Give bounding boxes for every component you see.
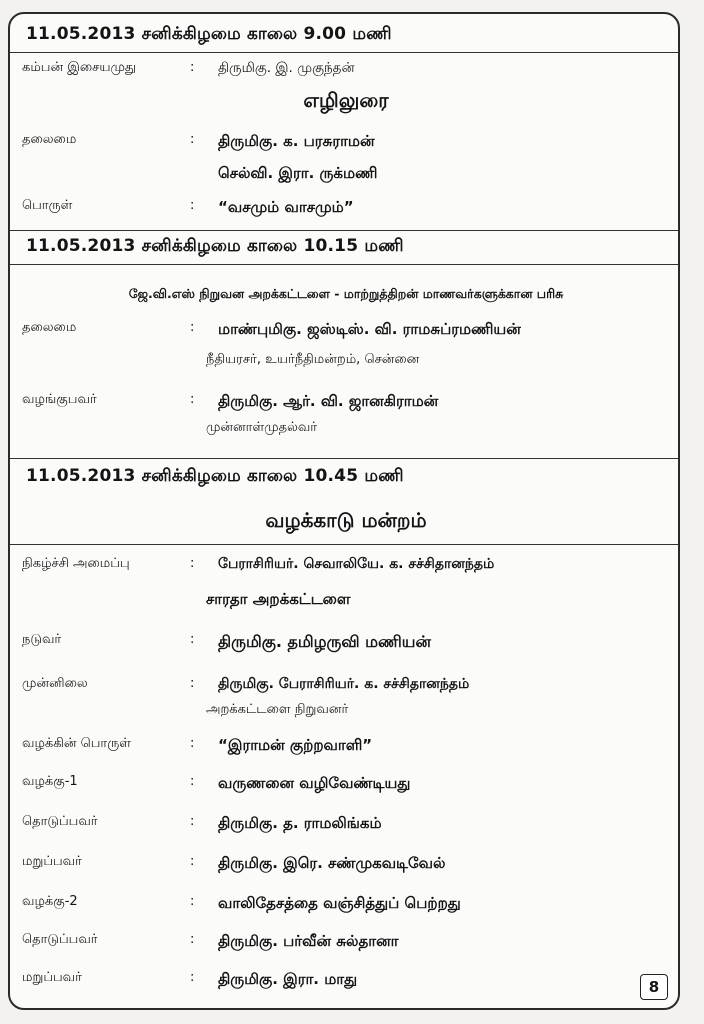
presiding-row [22, 676, 662, 700]
session-1-date: 11.05.2013 சனிக்கிழமை காலை 9.00 மணி [26, 24, 392, 44]
colon: : [190, 774, 195, 789]
session-1-title: எழிலுரை [303, 88, 389, 112]
defendant-label: மறுப்பவர் [22, 970, 82, 985]
case-2-value: வாலிதேசத்தை வஞ்சித்துப் பெற்றது [218, 894, 461, 912]
colon: : [190, 814, 195, 829]
presenter-subtitle: முன்னாள்முதல்வர் [206, 420, 318, 435]
plaintiff-name: திருமிகு. த. ராமலிங்கம் [218, 814, 382, 832]
case-2-row [22, 894, 662, 918]
trust-name: சாரதா அறக்கட்டளை [206, 590, 351, 608]
presiding-name: திருமிகு. பேராசிரியர். க. சச்சிதானந்தம் [218, 676, 470, 692]
session-1-chair-row [22, 132, 662, 156]
chair-subtitle: நீதியரசர், உயர்நீதிமன்றம், சென்னை [206, 352, 420, 367]
session-2-presenter-row [22, 392, 662, 416]
colon: : [190, 854, 195, 869]
case-1-value: வருணனை வழிவேண்டியது [218, 774, 411, 792]
colon: : [190, 970, 195, 985]
case-2-label: வழக்கு-2 [22, 894, 78, 909]
plaintiff-name: திருமிகு. பர்வீன் சுல்தானா [218, 932, 399, 950]
organiser-name: பேராசிரியர். செவாலியே. க. சச்சிதானந்தம் [218, 556, 495, 572]
invocation-label: கம்பன் இசையமுது [22, 60, 137, 75]
case-topic-label: வழக்கின் பொருள் [22, 736, 131, 751]
colon: : [190, 60, 195, 75]
session-1-invocation-row [22, 60, 662, 84]
judge-label: நடுவர் [22, 632, 62, 647]
defendant-name: திருமிகு. இரா. மாது [218, 970, 358, 988]
defendant-label: மறுப்பவர் [22, 854, 82, 869]
colon: : [190, 632, 195, 647]
program-page [8, 12, 680, 1010]
session-3-title: வழக்காடு மன்றம் [265, 508, 427, 532]
page-number: 8 [640, 974, 668, 1000]
divider [10, 52, 680, 53]
divider [10, 458, 680, 459]
colon: : [190, 932, 195, 947]
chair-label: தலைமை [22, 132, 77, 147]
session-1-speaker-row [22, 164, 662, 188]
case-1-label: வழக்கு-1 [22, 774, 78, 789]
divider [10, 264, 680, 265]
divider [10, 230, 680, 231]
colon: : [190, 198, 195, 213]
presiding-subtitle: அறக்கட்டளை நிறுவனர் [206, 702, 349, 717]
session-2-note: ஜே.வி.எஸ் நிறுவன அறக்கட்டளை - மாற்றுத்திறன் மாணவர்களுக்கான பரிசு [128, 286, 564, 301]
plaintiff-label: தொடுப்பவர் [22, 814, 98, 829]
session-1-topic-row [22, 198, 662, 222]
presiding-label: முன்னிலை [22, 676, 88, 691]
topic-value: “வசமும் வாசமும்” [218, 198, 354, 216]
organiser-row [22, 556, 662, 580]
colon: : [190, 132, 195, 147]
judge-name: திருமிகு. தமிழருவி மணியன் [218, 632, 432, 651]
case-1-defendant-row [22, 854, 662, 878]
colon: : [190, 736, 195, 751]
case-topic-value: “இராமன் குற்றவாளி” [218, 736, 373, 754]
chair-name: மாண்புமிகு. ஜஸ்டிஸ். வி. ராமசுப்ரமணியன் [218, 320, 521, 338]
speaker-name: செல்வி. இரா. ருக்மணி [218, 164, 378, 182]
organiser-label: நிகழ்ச்சி அமைப்பு [22, 556, 130, 571]
session-3-date: 11.05.2013 சனிக்கிழமை காலை 10.45 மணி [26, 466, 404, 486]
case-1-plaintiff-row [22, 814, 662, 838]
topic-label: பொருள் [22, 198, 73, 213]
case-2-defendant-row [22, 970, 662, 994]
invocation-name: திருமிகு. இ. முகுந்தன் [218, 60, 355, 76]
presenter-name: திருமிகு. ஆர். வி. ஜானகிராமன் [218, 392, 439, 410]
colon: : [190, 392, 195, 407]
judge-row [22, 632, 662, 656]
chair-label: தலைமை [22, 320, 77, 335]
case-topic-row [22, 736, 662, 760]
divider [10, 544, 680, 545]
session-2-chair-row [22, 320, 662, 344]
plaintiff-label: தொடுப்பவர் [22, 932, 98, 947]
presenter-label: வழங்குபவர் [22, 392, 97, 407]
case-1-row [22, 774, 662, 798]
chair-name: திருமிகு. க. பரசுராமன் [218, 132, 375, 150]
colon: : [190, 556, 195, 571]
case-2-plaintiff-row [22, 932, 662, 956]
session-2-date: 11.05.2013 சனிக்கிழமை காலை 10.15 மணி [26, 236, 404, 256]
colon: : [190, 894, 195, 909]
colon: : [190, 676, 195, 691]
colon: : [190, 320, 195, 335]
defendant-name: திருமிகு. இரெ. சண்முகவடிவேல் [218, 854, 446, 872]
